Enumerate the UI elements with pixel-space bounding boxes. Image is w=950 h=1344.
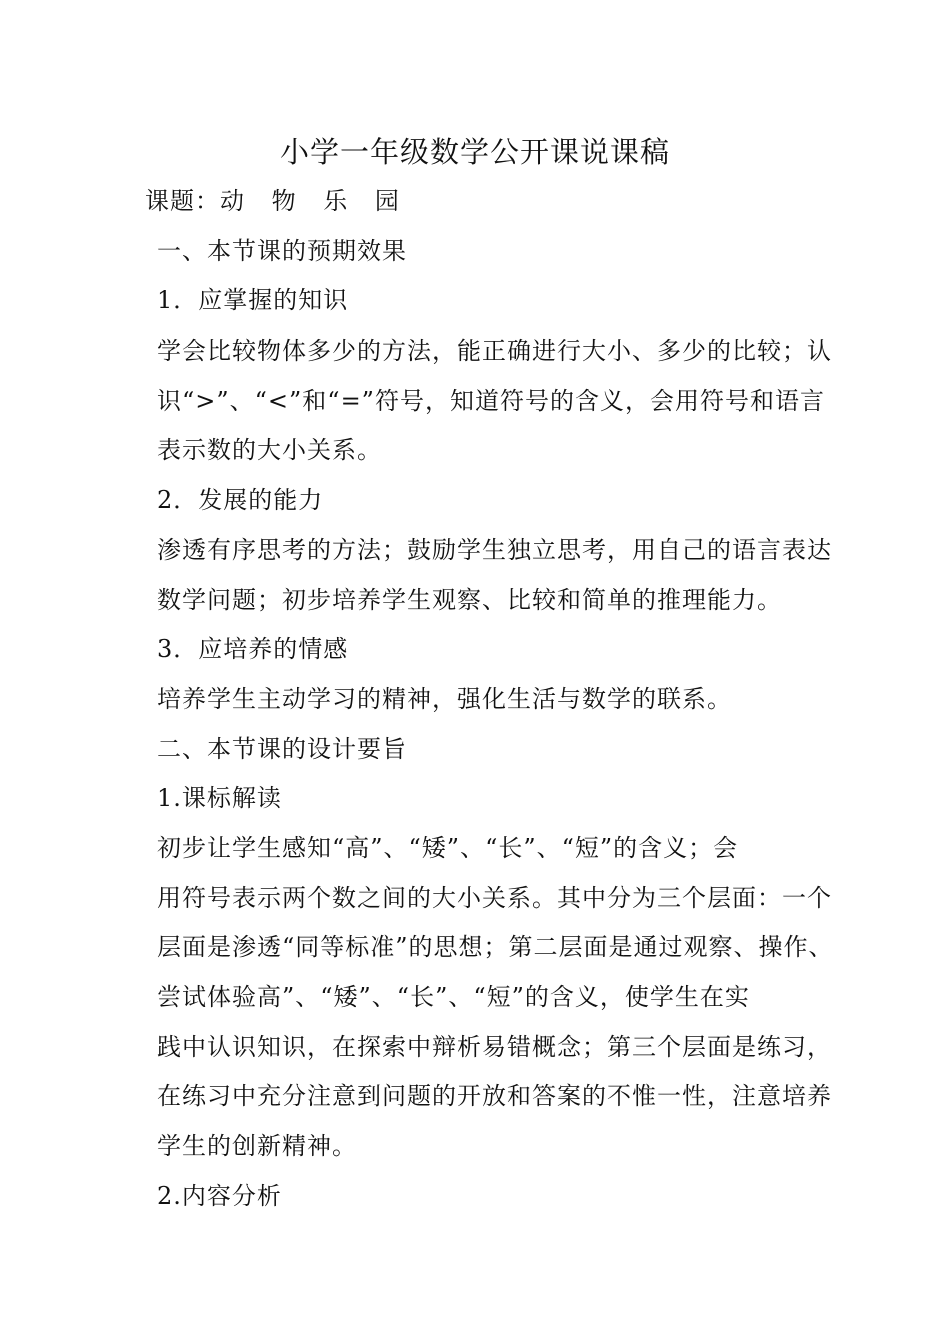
topic-value: 动 物 乐 园 (220, 187, 409, 215)
topic-label: 课题： (145, 187, 220, 215)
lesson-topic (145, 186, 409, 216)
paragraph-line: 尝试体验高”、“矮”、“长”、“短”的含义，使学生在实 (157, 983, 750, 1011)
paragraph-line: 初步让学生感知“高”、“矮”、“长”、“短”的含义；会 (157, 834, 739, 862)
subheading-emotion: 3．应培养的情感 (157, 635, 349, 663)
paragraph-line: 识“>”、“<”和“=”符号，知道符号的含义，会用符号和语言 (157, 387, 825, 415)
paragraph-line: 数学问题；初步培养学生观察、比较和简单的推理能力。 (157, 586, 782, 614)
paragraph-line: 学生的创新精神。 (157, 1132, 357, 1160)
paragraph-line: 表示数的大小关系。 (157, 436, 382, 464)
subheading-curriculum: 1.课标解读 (157, 784, 282, 812)
paragraph-line: 渗透有序思考的方法；鼓励学生独立思考，用自己的语言表达 (157, 536, 832, 564)
section-heading-2: 二、本节课的设计要旨 (157, 735, 407, 763)
paragraph-line: 在练习中充分注意到问题的开放和答案的不惟一性，注意培养 (157, 1082, 832, 1110)
section-heading-1: 一、本节课的预期效果 (157, 237, 407, 265)
subheading-content-analysis: 2.内容分析 (157, 1182, 282, 1210)
paragraph-line: 践中认识知识，在探索中辩析易错概念；第三个层面是练习， (157, 1033, 832, 1061)
subheading-ability: 2．发展的能力 (157, 486, 324, 514)
paragraph-line: 层面是渗透“同等标准”的思想；第二层面是通过观察、操作、 (157, 933, 834, 961)
subheading-knowledge: 1．应掌握的知识 (157, 286, 349, 314)
document-title: 小学一年级数学公开课说课稿 (279, 135, 670, 169)
paragraph-line: 学会比较物体多少的方法，能正确进行大小、多少的比较；认 (157, 337, 832, 365)
paragraph-line: 用符号表示两个数之间的大小关系。其中分为三个层面：一个 (157, 884, 832, 912)
paragraph-line: 培养学生主动学习的精神，强化生活与数学的联系。 (157, 685, 732, 713)
